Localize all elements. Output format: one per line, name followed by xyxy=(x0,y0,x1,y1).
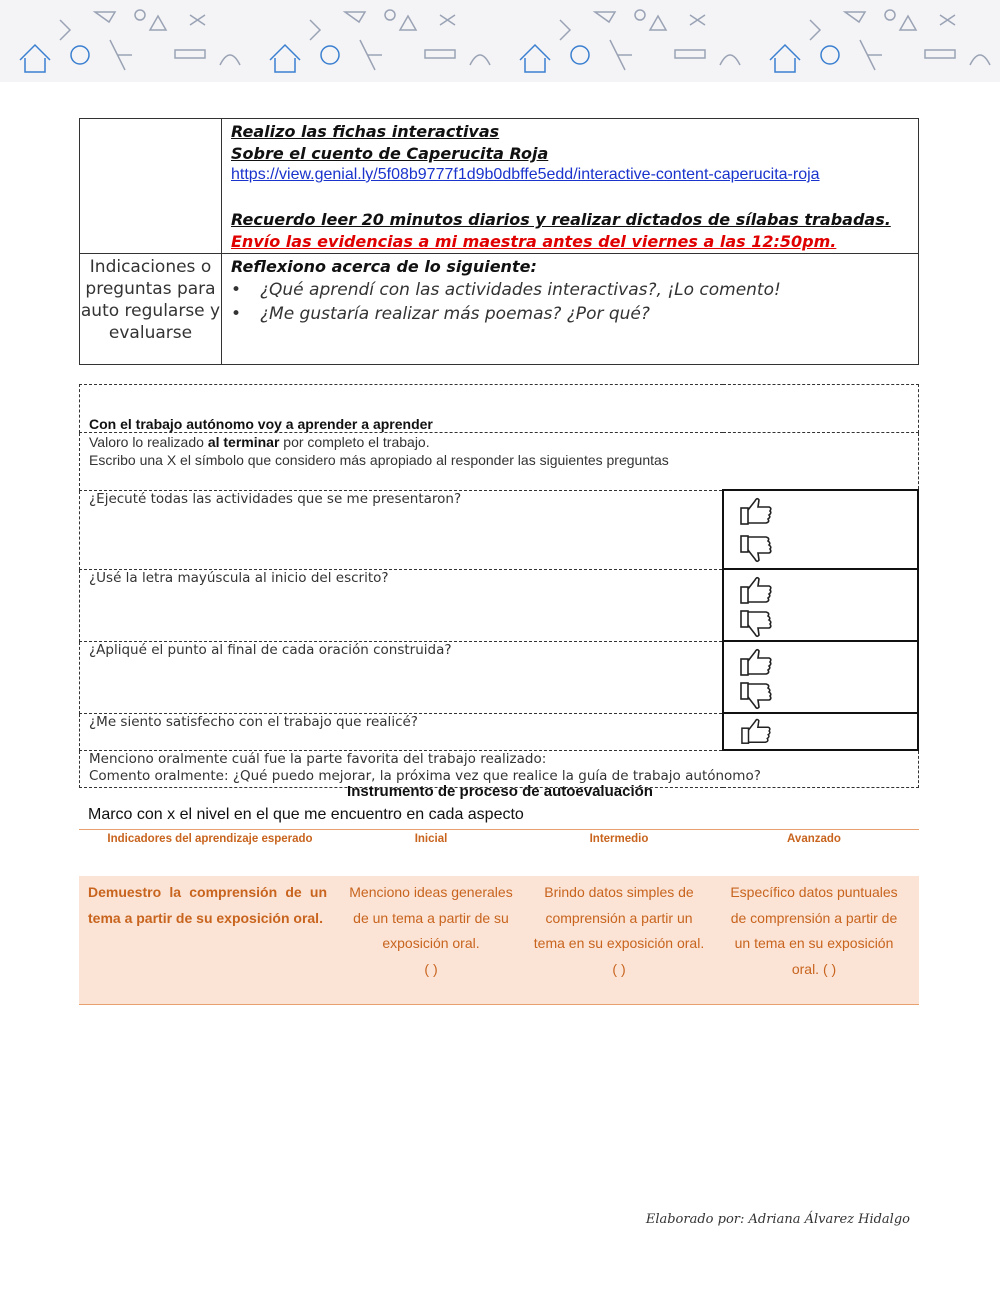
genially-link[interactable]: https://view.genial.ly/5f08b9777f1d9b0dbffe5edd/interactive-content-caperucita-roja xyxy=(231,166,820,183)
reminder-text: Recuerdo leer 20 minutos diarios y realizar dictados de sílabas trabadas. xyxy=(231,210,891,229)
avanzado-text[interactable]: Específico datos puntuales de comprensión a partir de un tema en su exposición oral. ( ) xyxy=(730,884,898,977)
send-evidence-text: Envío las evidencias a mi maestra antes del viernes a las 12:50pm. xyxy=(231,232,837,251)
question-text: ¿Apliqué el punto al final de cada oración construida? xyxy=(80,641,724,713)
activity-row xyxy=(80,119,919,254)
header-indicators: Indicadores del aprendizaje esperado xyxy=(107,833,313,845)
inicial-cell xyxy=(341,880,521,982)
activity-line-1: Realizo las fichas interactivas xyxy=(231,122,500,141)
thumbs-up-icon[interactable] xyxy=(739,574,773,606)
reflection-row xyxy=(80,254,919,365)
intermedio-checkbox[interactable]: ( ) xyxy=(612,960,626,977)
thumbs-up-icon[interactable] xyxy=(739,495,773,527)
answer-cell[interactable] xyxy=(723,713,918,750)
empty-cell xyxy=(80,119,222,254)
reflection-question-2: • ¿Me gustaría realizar más poemas? ¿Por qué? xyxy=(231,302,918,326)
instrument-subtitle: Marco con x el nivel en el que me encuentro en cada aspecto xyxy=(88,806,524,823)
question-row xyxy=(80,713,919,750)
inicial-checkbox[interactable]: ( ) xyxy=(424,960,438,977)
reflection-title: Reflexiono acerca de lo siguiente: xyxy=(231,257,537,276)
question-row xyxy=(80,641,919,713)
question-text: ¿Me siento satisfecho con el trabajo que realicé? xyxy=(80,713,724,750)
question-text: ¿Usé la letra mayúscula al inicio del escrito? xyxy=(80,569,724,641)
question-text: ¿Ejecuté todas las actividades que se me presentaron? xyxy=(80,490,724,569)
indicator-text: Demuestro la comprensión de un tema a partir de su exposición oral. xyxy=(88,884,327,926)
school-doodles-image xyxy=(0,0,1000,82)
instructions-cell xyxy=(80,433,919,491)
thumbs-up-icon[interactable] xyxy=(739,716,773,746)
reflection-cell xyxy=(222,254,919,365)
thumbs-up-icon[interactable] xyxy=(739,646,773,678)
header-avanzado: Avanzado xyxy=(787,833,841,845)
activity-table xyxy=(79,118,919,365)
oral-comments-cell xyxy=(80,750,919,788)
question-row xyxy=(80,569,919,641)
question-row xyxy=(80,490,919,569)
rubric-header xyxy=(79,830,919,877)
rubric-table xyxy=(79,829,919,1004)
oral-improve-text: Comento oralmente: ¿Qué puedo mejorar, la próxima vez que realice la guía de trabajo autónomo? xyxy=(89,768,761,784)
answer-cell[interactable] xyxy=(723,490,918,569)
activity-cell xyxy=(222,119,919,254)
thumbs-down-icon[interactable] xyxy=(739,680,773,712)
self-eval-title: Con el trabajo autónomo voy a aprender a aprender xyxy=(80,385,919,433)
intermedio-cell xyxy=(529,880,709,982)
thumbs-down-icon[interactable] xyxy=(739,533,773,565)
thumbs-down-icon[interactable] xyxy=(739,608,773,640)
answer-cell[interactable] xyxy=(723,641,918,713)
intro-text: Valoro lo realizado al terminar por completo el trabajo. xyxy=(89,434,430,450)
rubric-body xyxy=(79,876,919,1005)
header-banner xyxy=(0,0,1000,82)
indications-label: Indicaciones o preguntas para auto regularse y evaluarse xyxy=(80,254,222,365)
answer-cell[interactable] xyxy=(723,569,918,641)
inicial-text: Menciono ideas generales de un tema a partir de su exposición oral. xyxy=(349,884,513,951)
activity-line-2: Sobre el cuento de Caperucita Roja xyxy=(231,144,549,163)
reflection-question-1: • ¿Qué aprendí con las actividades interactivas?, ¡Lo comento! xyxy=(231,278,918,302)
oral-favorite-text: Menciono oralmente cuál fue la parte favorita del trabajo realizado: xyxy=(89,751,547,767)
header-intermedio: Intermedio xyxy=(589,833,649,845)
intermedio-text: Brindo datos simples de comprensión a partir un tema en su exposición oral. xyxy=(533,884,705,951)
self-evaluation-table xyxy=(79,384,919,788)
author-signature: Elaborado por: Adriana Álvarez Hidalgo xyxy=(645,1212,910,1227)
header-inicial: Inicial xyxy=(414,833,448,845)
instrument-title: Instrumento de proceso de autoevaluación xyxy=(347,783,653,800)
instruction-text: Escribo una X el símbolo que considero más apropiado al responder las siguientes preguntas xyxy=(89,452,669,468)
